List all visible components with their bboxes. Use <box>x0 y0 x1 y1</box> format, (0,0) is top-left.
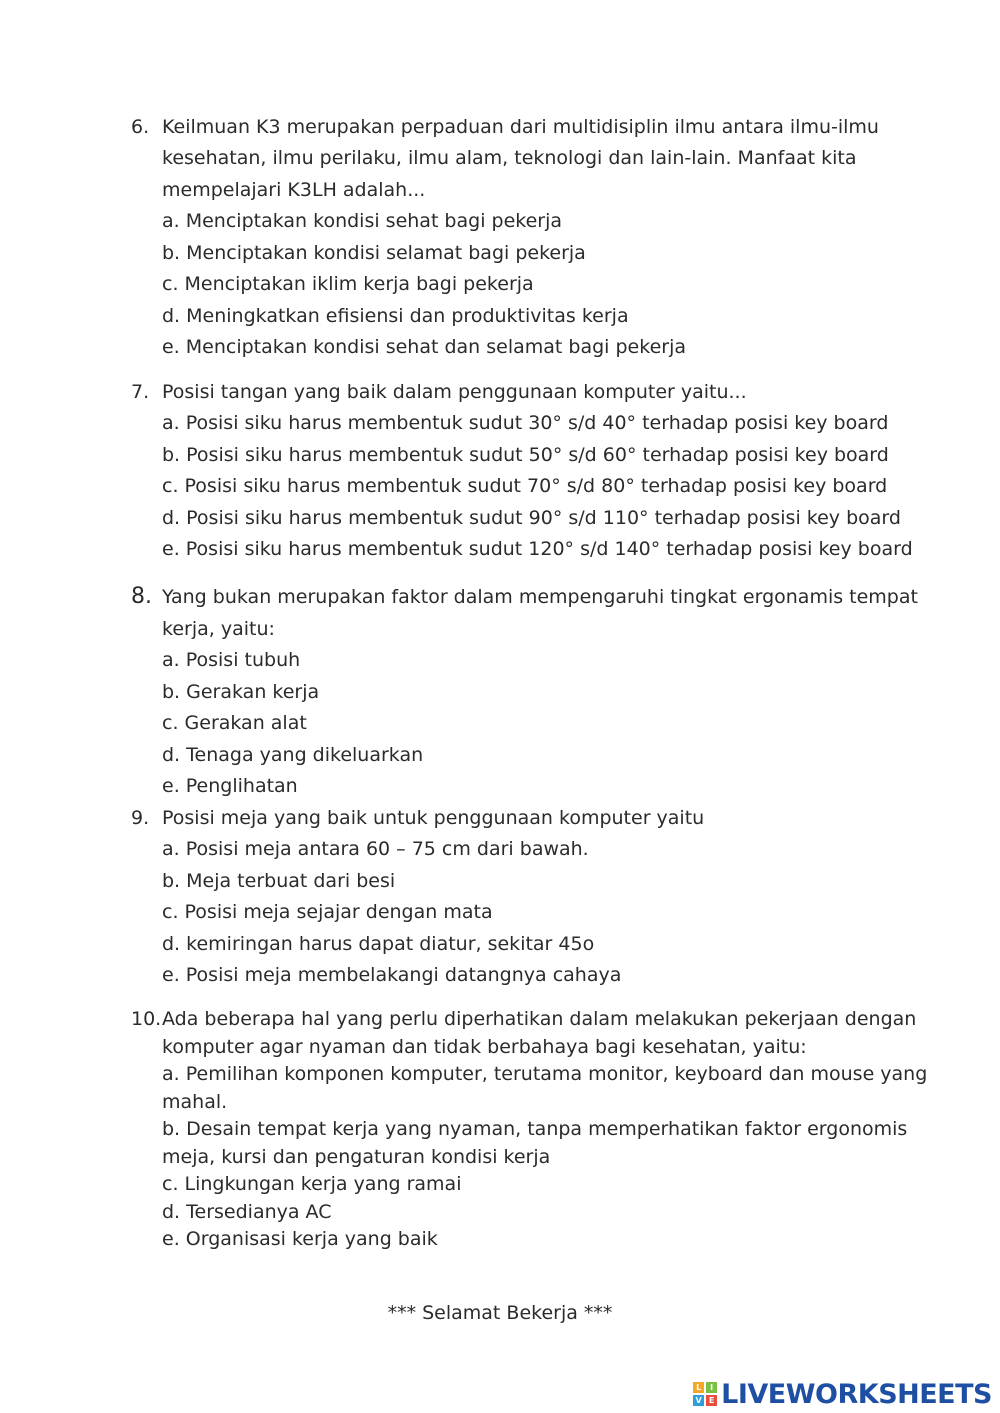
logo-mark-icon <box>693 1382 717 1406</box>
answer-option-a[interactable]: a. Posisi meja antara 60 – 75 cm dari bawah. <box>162 838 589 860</box>
question-stem-line: mempelajari K3LH adalah... <box>162 179 426 201</box>
answer-option-a[interactable]: a. Menciptakan kondisi sehat bagi pekerja <box>162 210 563 232</box>
answer-option-a[interactable]: a. Pemilihan komponen komputer, terutama monitor, keyboard dan mouse yang <box>162 1063 928 1085</box>
question-stem-line: Posisi meja yang baik untuk penggunaan komputer yaitu <box>162 807 705 829</box>
question-stem-line: Posisi tangan yang baik dalam penggunaan komputer yaitu... <box>162 381 747 403</box>
answer-option-d[interactable]: d. kemiringan harus dapat diatur, sekitar 45o <box>162 933 595 955</box>
answer-option-e[interactable]: e. Menciptakan kondisi sehat dan selamat bagi pekerja <box>162 336 686 358</box>
brand-name: LIVEWORKSHEETS <box>721 1378 992 1410</box>
answer-option-e[interactable]: e. Penglihatan <box>162 775 298 797</box>
answer-option-e[interactable]: e. Posisi meja membelakangi datangnya cahaya <box>162 964 622 986</box>
closing-note: *** Selamat Bekerja *** <box>387 1302 613 1324</box>
question-number: 10. <box>131 1008 162 1030</box>
answer-option-b[interactable]: b. Meja terbuat dari besi <box>162 870 396 892</box>
answer-option-c[interactable]: c. Posisi meja sejajar dengan mata <box>162 901 493 923</box>
answer-option-c[interactable]: c. Posisi siku harus membentuk sudut 70° s/d 80° terhadap posisi key board <box>162 475 888 497</box>
question-stem-line: Yang bukan merupakan faktor dalam mempengaruhi tingkat ergonamis tempat <box>162 586 918 608</box>
logo-tile: L <box>693 1382 704 1393</box>
answer-option-c[interactable]: c. Menciptakan iklim kerja bagi pekerja <box>162 273 534 295</box>
answer-option-b[interactable]: b. Gerakan kerja <box>162 681 320 703</box>
answer-option-b[interactable]: b. Posisi siku harus membentuk sudut 50° s/d 60° terhadap posisi key board <box>162 444 889 466</box>
question-stem-line: Ada beberapa hal yang perlu diperhatikan dalam melakukan pekerjaan dengan <box>162 1008 917 1030</box>
answer-option-b-continued[interactable]: meja, kursi dan pengaturan kondisi kerja <box>162 1146 551 1168</box>
answer-option-c[interactable]: c. Gerakan alat <box>162 712 307 734</box>
answer-option-d[interactable]: d. Tenaga yang dikeluarkan <box>162 744 424 766</box>
question-number: 6. <box>131 116 150 138</box>
liveworksheets-logo <box>693 1377 992 1411</box>
answer-option-a[interactable]: a. Posisi siku harus membentuk sudut 30° s/d 40° terhadap posisi key board <box>162 412 889 434</box>
answer-option-d[interactable]: d. Posisi siku harus membentuk sudut 90° s/d 110° terhadap posisi key board <box>162 507 901 529</box>
question-stem-line: kerja, yaitu: <box>162 618 275 640</box>
answer-option-e[interactable]: e. Posisi siku harus membentuk sudut 120° s/d 140° terhadap posisi key board <box>162 538 913 560</box>
logo-tile: I <box>706 1382 717 1393</box>
answer-option-a[interactable]: a. Posisi tubuh <box>162 649 301 671</box>
answer-option-d[interactable]: d. Meningkatkan efisiensi dan produktivitas kerja <box>162 305 629 327</box>
question-stem-line: Keilmuan K3 merupakan perpaduan dari multidisiplin ilmu antara ilmu-ilmu <box>162 116 879 138</box>
answer-option-b[interactable]: b. Desain tempat kerja yang nyaman, tanpa memperhatikan faktor ergonomis <box>162 1118 908 1140</box>
question-number: 9. <box>131 807 150 829</box>
question-number: 7. <box>131 381 150 403</box>
answer-option-d[interactable]: d. Tersedianya AC <box>162 1201 332 1223</box>
answer-option-e[interactable]: e. Organisasi kerja yang baik <box>162 1228 438 1250</box>
answer-option-c[interactable]: c. Lingkungan kerja yang ramai <box>162 1173 462 1195</box>
answer-option-a-continued[interactable]: mahal. <box>162 1091 228 1113</box>
question-number: 8. <box>131 584 152 609</box>
question-stem-line: komputer agar nyaman dan tidak berbahaya bagi kesehatan, yaitu: <box>162 1036 807 1058</box>
question-stem-line: kesehatan, ilmu perilaku, ilmu alam, teknologi dan lain-lain. Manfaat kita <box>162 147 857 169</box>
answer-option-b[interactable]: b. Menciptakan kondisi selamat bagi pekerja <box>162 242 586 264</box>
logo-tile: E <box>706 1395 717 1406</box>
logo-tile: V <box>693 1395 704 1406</box>
